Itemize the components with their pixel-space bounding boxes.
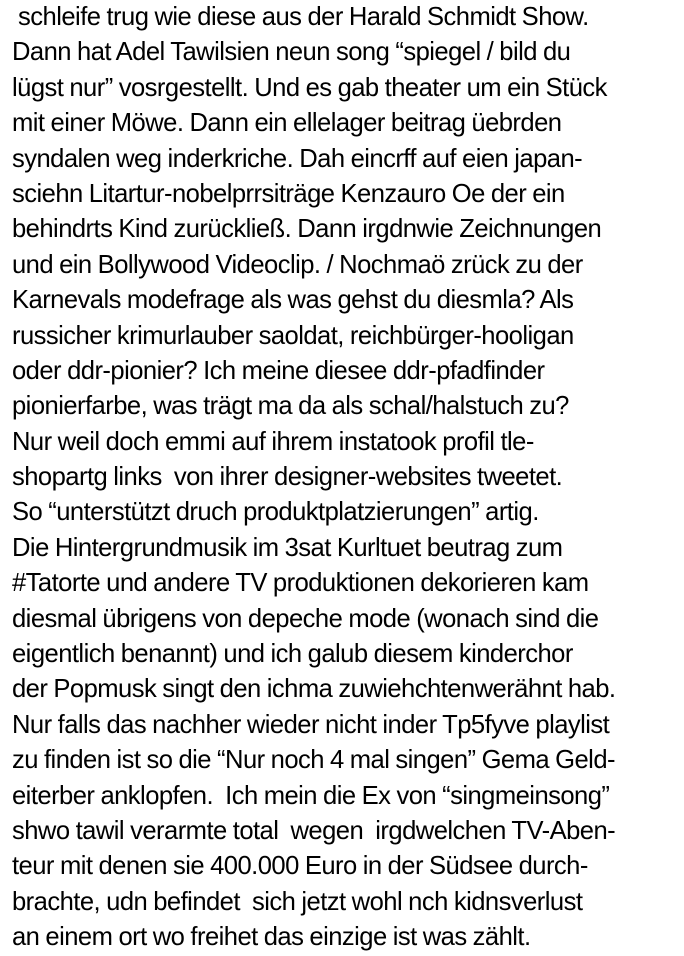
text-line: teur mit denen sie 400.000 Euro in der Südsee durch-: [12, 852, 588, 881]
text-line: behindrts Kind zurückließ. Dann irgdnwie Zeichnungen: [12, 215, 602, 244]
text-line: Nur weil doch emmi auf ihrem instatook profil tle-: [12, 427, 534, 456]
text-line: russicher krimurlauber saoldat, reichbürger-hooligan: [12, 321, 574, 350]
text-line: eiterber anklopfen. Ich mein die Ex von “singmeinsong”: [12, 781, 610, 810]
body-text: [12, 0, 680, 956]
text-line: shopartg links von ihrer designer-websites tweetet.: [12, 463, 563, 492]
text-line: oder ddr-pionier? Ich meine diesee ddr-pfadfinder: [12, 356, 545, 385]
text-line: Dann hat Adel Tawilsien neun song “spiegel / bild du: [12, 38, 571, 67]
text-line: Die Hintergrundmusik im 3sat Kurltuet beutrag zum: [12, 533, 563, 562]
text-line: shwo tawil verarmte total wegen irgdwelchen TV-Aben-: [12, 816, 616, 845]
text-line: brachte, udn befindet sich jetzt wohl nch kidnsverlust: [12, 887, 583, 916]
text-line: schleife trug wie diese aus der Harald Schmidt Show.: [12, 3, 589, 31]
text-line: an einem ort wo freihet das einzige ist was zählt.: [12, 923, 531, 952]
text-line: Nur falls das nachher wieder nicht inder Tp5fyve playlist: [12, 710, 610, 739]
text-line: mit einer Möwe. Dann ein ellelager beitrag üebrden: [12, 109, 562, 138]
text-line: der Popmusk singt den ichma zuwiehchtenwerähnt hab.: [12, 675, 616, 704]
text-line: syndalen weg inderkriche. Dah eincrff auf eien japan-: [12, 144, 583, 173]
text-line: diesmal übrigens von depeche mode (wonach sind die: [12, 604, 599, 633]
text-line: lügst nur” vosrgestellt. Und es gab theater um ein Stück: [12, 73, 607, 102]
text-line: pionierfarbe, was trägt ma da als schal/halstuch zu?: [12, 392, 569, 421]
text-line: zu finden ist so die “Nur noch 4 mal singen” Gema Geld-: [12, 746, 615, 775]
text-line: #Tatorte und andere TV produktionen dekorieren kam: [12, 569, 589, 598]
text-line: sciehn Litartur-nobelprrsiträge Kenzauro Oe der ein: [12, 179, 565, 208]
text-line: und ein Bollywood Videoclip. / Nochmaö zrück zu der: [12, 250, 583, 279]
text-line: eigentlich benannt) und ich galub diesem kinderchor: [12, 640, 573, 669]
text-line: So “unterstützt druch produktplatzierungen” artig.: [12, 498, 539, 527]
text-line: Karnevals modefrage als was gehst du diesmla? Als: [12, 286, 574, 315]
